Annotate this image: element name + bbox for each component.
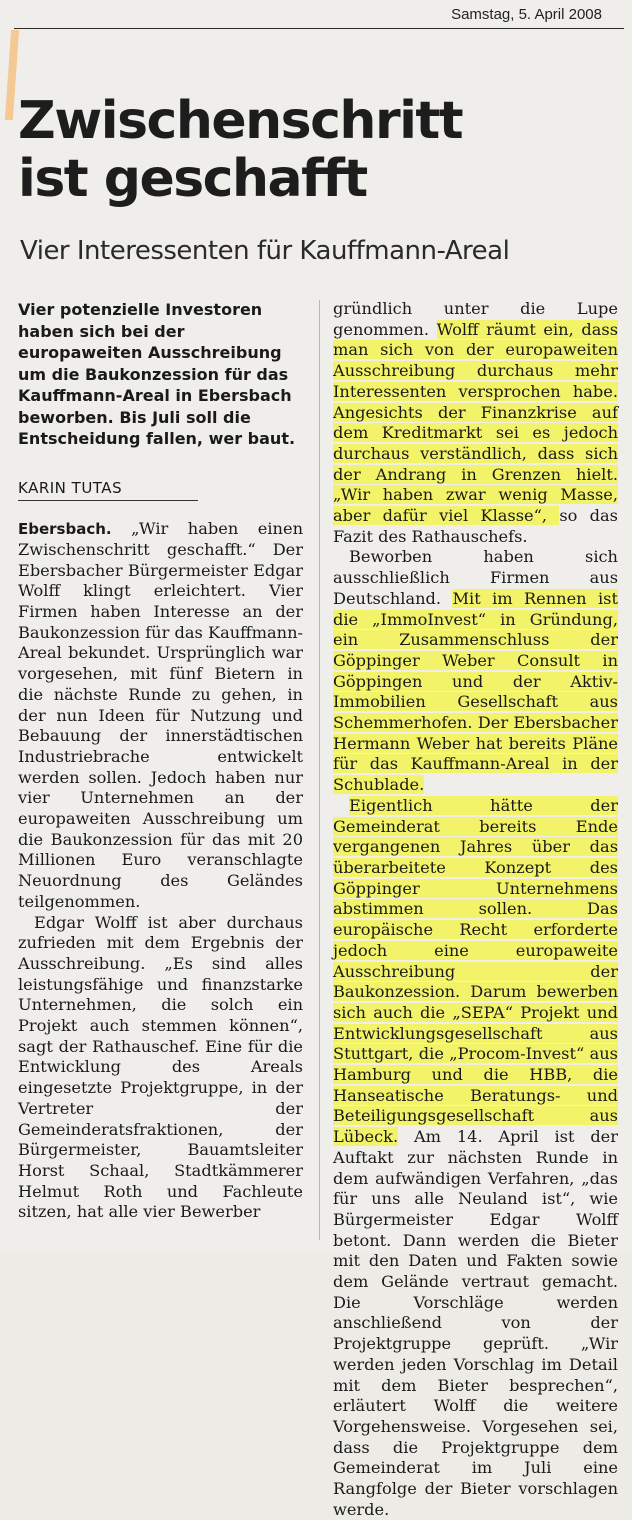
body-paragraph-1: Ebersbach. „Wir haben einen Zwischenschritt geschafft.“ Der Ebersbacher Bürgermeister Edgar Wolff klingt erleichtert. Vier Firmen haben Interesse an der Baukonzession für das Kauffmann-Areal bekundet. Ursprünglich war vorgesehen, mit fünf Bietern in die nächste Runde zu gehen, in der nun Ideen für Nutzung und Bebauung der innerstädtischen Industriebrache entwickelt werden sollen. Jedoch haben nur vier Unternehmen an der europaweiten Ausschreibung um die Baukonzession für das mit 20 Millionen Euro veranschlagte Neuordnung des Geländes teilgenommen. [18, 519, 303, 911]
subheadline: Vier Interessenten für Kauffmann-Areal [20, 236, 510, 266]
author-byline: KARIN TUTAS [18, 478, 198, 502]
highlighted-text: Wolff räumt ein, dass man sich von der europaweiten Ausschreibung durchaus mehr Interessenten versprochen habe. Angesichts der Finanzkrise auf dem Kreditmarkt sei es jedoch durchaus verständlich, dass sich der Andrang in Grenzen hielt. „Wir haben zwar wenig Masse, aber dafür viel Klasse“, [333, 319, 618, 526]
body-paragraph-3: Beworben haben sich ausschließlich Firmen aus Deutschland. Mit im Rennen ist die „ImmoInvest“ in Gründung, ein Zusammenschluss der Göppinger Weber Consult in Göppingen und der Aktiv-Immobilien Gesellschaft aus Schemmerhofen. Der Ebersbacher Hermann Weber hat bereits Pläne für das Kauffmann-Areal in der Schublade. [333, 547, 618, 795]
headline-line-1: Zwischenschritt [18, 91, 463, 151]
issue-date: Samstag, 5. April 2008 [451, 6, 602, 23]
header-rule [14, 28, 624, 29]
headline-line-2: ist geschafft [18, 149, 367, 209]
highlighted-text: Mit im Rennen ist die „ImmoInvest“ in Gründung, ein Zusammenschluss der Göppinger Weber Consult in Göppingen und der Aktiv-Immobilien Gesellschaft aus Schemmerhofen. Der Ebersbacher Hermann Weber hat bereits Pläne für das Kauffmann-Areal in der Schublade. [333, 588, 618, 795]
orange-marker-stroke [5, 30, 19, 120]
body-paragraph-2-continued [333, 299, 618, 547]
body-paragraph-4: Eigentlich hätte der Gemeinderat bereits Ende vergangenen Jahres über das überarbeitete Konzept des Göppinger Unternehmens abstimmen sollen. Das europäische Recht erforderte jedoch eine europaweite Ausschreibung der Baukonzession. Darum bewerben sich auch die „SEPA“ Projekt und Entwicklungsgesellschaft aus Stuttgart, die „Procom-Invest“ aus Hamburg und die HBB, die Hanseatische Beratungs- und Beteiligungsgesellschaft aus Lübeck. Am 14. April ist der Auftakt zur nächsten Runde in dem aufwändigen Verfahren, „das für uns alle Neuland ist“, wie Bürgermeister Edgar Wolff betont. Dann werden die Bieter mit den Daten und Fakten sowie dem Gelände vertraut gemacht. Die Vorschläge werden anschließend von der Projektgruppe geprüft. „Wir werden jeden Vorschlag im Detail mit dem Bieter besprechen“, erläutert Wolff die weitere Vorgehensweise. Vorgesehen sei, dass die Projektgruppe dem Gemeinderat im Juli eine Rangfolge der Bieter vorschlagen werde. [333, 795, 618, 1519]
body-text: gründlich unter die Lupe genommen. [333, 299, 618, 339]
lead-paragraph: Vier potenzielle Investoren haben sich bei der europaweiten Ausschreibung um die Baukonzession für das Kauffmann-Areal in Ebersbach beworben. Bis Juli soll die Entscheidung fallen, wer baut. [18, 300, 296, 448]
body-paragraph-2: Edgar Wolff ist aber durchaus zufrieden mit dem Ergebnis der Ausschreibung. „Es sind alles leistungsfähige und finanzstarke Unternehmen, die solch ein Projekt auch stemmen können“, sagt der Rathauschef. Eine für die Entwicklung des Areals eingesetzte Projektgruppe, in der Vertreter der Gemeinderatsfraktionen, der Bürgermeister, Bauamtsleiter Horst Schaal, Stadtkämmerer Helmut Roth und Fachleute sitzen, hat alle vier Bewerber [18, 912, 303, 1222]
dateline-location: Ebersbach. [18, 520, 112, 539]
article-column-right [333, 299, 618, 1520]
headline [18, 92, 462, 208]
body-text: so das Fazit des Rathauschefs. [333, 506, 618, 546]
highlighted-text: Eigentlich hätte der Gemeinderat bereits Ende vergangenen Jahres über das überarbeitete Konzept des Göppinger Unternehmens abstimmen sollen. Das europäische Recht erforderte jedoch eine europaweite Ausschreibung der Baukonzession. Darum bewerben sich auch die „SEPA“ Projekt und Entwicklungsgesellschaft aus Stuttgart, die „Procom-Invest“ aus Hamburg und die HBB, die Hanseatische Beratungs- und Beteiligungsgesellschaft aus Lübeck. [333, 795, 618, 1147]
column-divider [319, 300, 320, 1240]
article-column-left [18, 299, 303, 1223]
